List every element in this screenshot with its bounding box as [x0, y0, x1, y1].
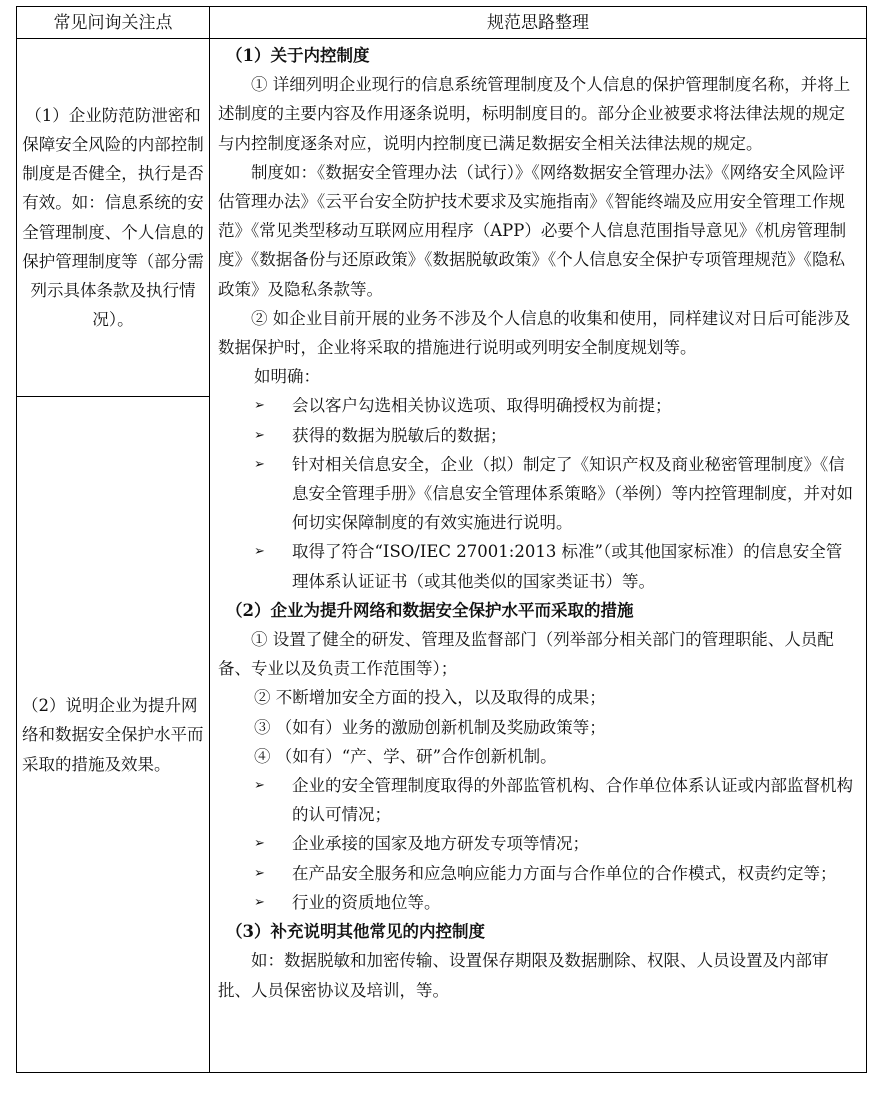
list-item: ➢ 针对相关信息安全，企业（拟）制定了《知识产权及商业秘密管理制度》《信息安全管理手册》《信息安全管理体系策略》（举例）等内控管理制度，并对如何切实保障制度的有效实施进行说明。 [218, 450, 858, 538]
bullet-arrow-icon: ➢ [254, 456, 265, 472]
header-right: 规范思路整理 [210, 7, 866, 39]
section-1-para-1: ① 详细列明企业现行的信息系统管理制度及个人信息的保护管理制度名称，并将上述制度的主要内容及作用逐条说明，标明制度目的。部分企业被要求将法律法规的规定与内控制度逐条对应，说明内控制度已满足数据安全相关法律法规的规定。 [218, 75, 851, 153]
question-cell-2 [17, 397, 210, 1073]
bullet-arrow-icon: ➢ [254, 544, 265, 560]
section-3-title: （3）补充说明其他常见的内控制度 [226, 922, 485, 942]
section-2-item-3: ③ （如有）业务的激励创新机制及奖励政策等； [254, 717, 606, 737]
section-1-para-3: ② 如企业目前开展的业务不涉及个人信息的收集和使用，同样建议对日后可能涉及数据保护时，企业将采取的措施进行说明或列明安全制度规划等。 [218, 308, 851, 358]
list-item: ➢ 获得的数据为脱敏后的数据； [218, 421, 858, 450]
section-2-title: （2）企业为提升网络和数据安全保护水平而采取的措施 [226, 600, 634, 620]
bullet-arrow-icon: ➢ [254, 865, 265, 881]
section-1-para-4: 如明确： [254, 367, 320, 387]
answer-cell [210, 39, 866, 1072]
section-1-para-2: 制度如：《数据安全管理办法（试行）》《网络数据安全管理办法》《网络安全风险评估管理办法》《云平台安全防护技术要求及实施指南》《智能终端及应用安全管理工作规范》《常见类型移动互联网应用程序（APP）必要个人信息范围指导意见》《机房管理制度》《数据备份与还原政策》《数据脱敏政策》《个人信息安全保护专项管理规范》《隐私政策》及隐私条款等。 [218, 162, 847, 299]
qa-table [16, 6, 867, 1073]
bullet-arrow-icon: ➢ [254, 894, 265, 910]
bullet-arrow-icon: ➢ [254, 427, 265, 443]
question-2-text: （2）说明企业为提升网络和数据安全保护水平而采取的措施及效果。 [22, 696, 204, 774]
section-2-item-1: ① 设置了健全的研发、管理及监督部门（列举部分相关部门的管理职能、人员配备、专业以及负责工作范围等）； [218, 630, 834, 679]
list-item: ➢ 会以客户勾选相关协议选项、取得明确授权为前提； [218, 391, 858, 420]
header-left: 常见问询关注点 [17, 7, 210, 39]
list-item: ➢ 企业的安全管理制度取得的外部监管机构、合作单位体系认证或内部监督机构的认可情况； [218, 771, 858, 829]
question-cell-1 [17, 39, 210, 397]
list-item: ➢ 行业的资质地位等。 [218, 888, 858, 917]
bullet-arrow-icon: ➢ [254, 778, 265, 794]
list-item: ➢ 在产品安全服务和应急响应能力方面与合作单位的合作模式，权责约定等； [218, 859, 858, 888]
question-1-text: （1）企业防范防泄密和保障安全风险的内部控制制度是否健全，执行是否有效。如：信息系统的安全管理制度、个人信息的保护管理制度等（部分需列示具体条款及执行情况）。 [22, 105, 204, 330]
section-1-title: （1）关于内控制度 [226, 46, 370, 65]
section-2-item-2: ② 不断增加安全方面的投入，以及取得的成果； [254, 688, 606, 708]
section-3-para-1: 如：数据脱敏和加密传输、设置保存期限及数据删除、权限、人员设置及内部审批、人员保密协议及培训，等。 [218, 951, 829, 1000]
bullet-arrow-icon: ➢ [254, 398, 265, 414]
list-item: ➢ 取得了符合“ISO/IEC 27001:2013 标准”（或其他国家标准）的信息安全管理体系认证证书（或其他类似的国家类证书）等。 [218, 537, 858, 595]
list-item: ➢ 企业承接的国家及地方研发专项等情况； [218, 829, 858, 858]
bullet-arrow-icon: ➢ [254, 836, 265, 852]
section-2-item-4: ④ （如有）“产、学、研”合作创新机制。 [254, 746, 557, 766]
